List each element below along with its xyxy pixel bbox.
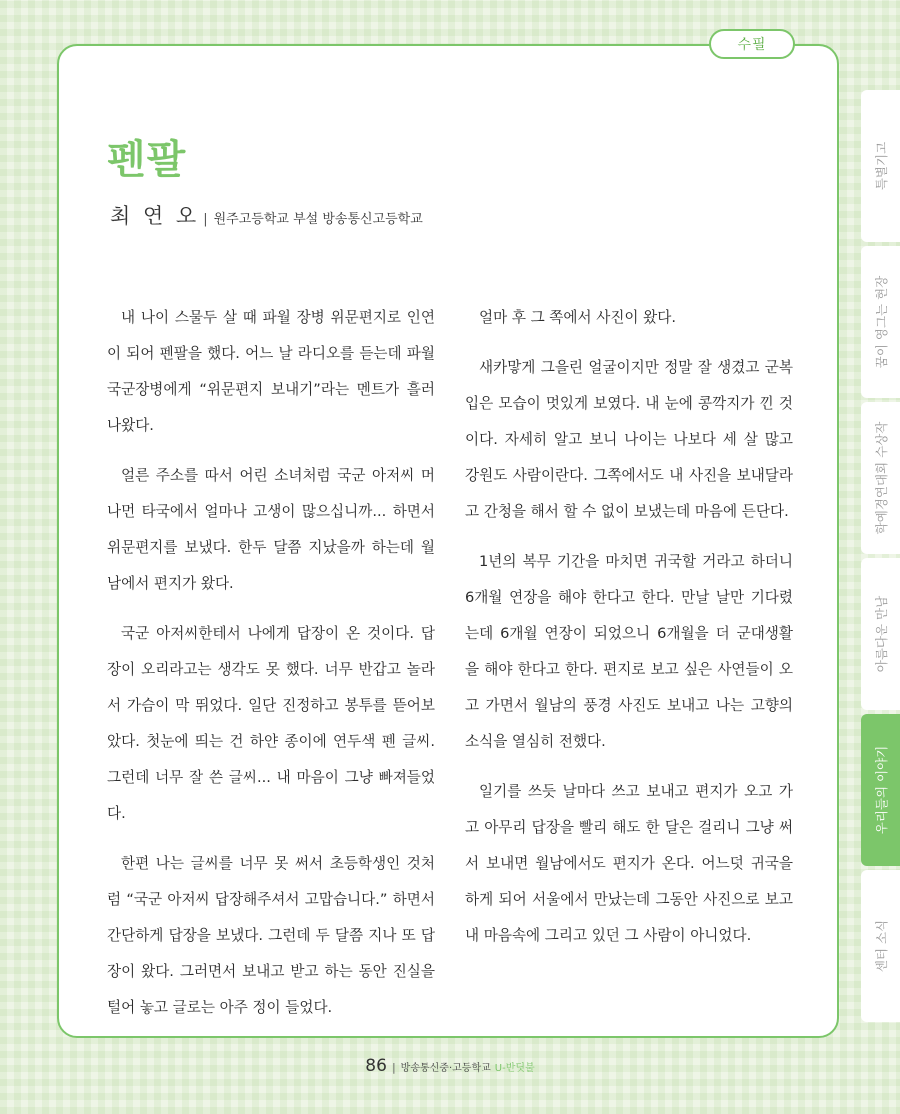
tab-center-news[interactable] — [861, 870, 900, 1022]
paragraph: 국군 아저씨한테서 나에게 답장이 온 것이다. 답장이 오리라고는 생각도 못 했다. 너무 반갑고 놀라서 가슴이 막 뛰었다. 일단 진정하고 봉투를 뜯어보았다. 첫눈에 띄는 건 하얀 종이에 연두색 펜 글씨. 그런데 너무 잘 쓴 글씨... 내 마음이 그냥 빠져들었다. — [107, 625, 435, 822]
author-affiliation: 원주고등학교 부설 방송통신고등학교 — [213, 212, 423, 227]
tab-dream-site[interactable] — [861, 246, 900, 398]
tab-our-stories[interactable] — [861, 714, 900, 866]
paragraph: 한편 나는 글씨를 너무 못 써서 초등학생인 것처럼 “국군 아저씨 답장해주셔서 고맙습니다.” 하면서 간단하게 답장을 보냈다. 그런데 두 달쯤 지나 또 답장이 왔다. 그러면서 보내고 받고 하는 동안 진실을 털어 놓고 글로는 아주 정이 들었다. — [107, 855, 435, 1016]
article-title: 펜팔 — [107, 137, 187, 183]
paragraph: 얼마 후 그 쪽에서 사진이 왔다. — [479, 309, 677, 326]
category-badge: 수필 — [709, 29, 795, 59]
paragraph: 얼른 주소를 따서 어린 소녀처럼 국군 아저씨 머나먼 타국에서 얼마나 고생이 많으십니까... 하면서 위문편지를 보냈다. 한두 달쯤 지났을까 하는데 월남에서 편지가 왔다. — [107, 467, 435, 592]
tab-label: 꿈이 영그는 현장 — [873, 275, 889, 369]
tab-label: 아름다운 만남 — [873, 595, 889, 673]
left-column — [107, 300, 435, 1040]
paragraph: 내 나이 스물두 살 때 파월 장병 위문편지로 인연이 되어 펜팔을 했다. 어느 날 라디오를 듣는데 파월 국군장병에게 “위문편지 보내기”라는 멘트가 흘러나왔다. — [107, 309, 435, 434]
brand-name: U-반딧불 — [494, 1063, 535, 1074]
tab-special-contribution[interactable] — [861, 90, 900, 242]
tab-beautiful-encounter[interactable] — [861, 558, 900, 710]
paragraph: 일기를 쓰듯 날마다 쓰고 보내고 편지가 오고 가고 아무리 답장을 빨리 해도 한 달은 걸리니 그냥 써서 보내면 월남에서도 편지가 온다. 어느덧 귀국을 하게 되어 서울에서 만났는데 그동안 사진으로 보고 내 마음속에 그리고 있던 그 사람이 아니었다. — [465, 783, 793, 944]
publisher-name: 방송통신중·고등학교 — [400, 1063, 491, 1074]
section-tabs — [861, 90, 900, 1022]
byline — [110, 200, 423, 230]
footer-separator: | — [391, 1061, 396, 1074]
page-number: 86 — [365, 1056, 387, 1076]
tab-label: 특별기고 — [873, 141, 889, 191]
tab-label: 센터 소식 — [873, 919, 889, 973]
byline-separator: | — [203, 212, 208, 227]
tab-contest-winners[interactable] — [861, 402, 900, 554]
tab-label: 학예경연대회 수상작 — [873, 421, 889, 535]
right-column — [465, 300, 793, 968]
page-footer — [0, 1056, 900, 1076]
tab-label: 우리들의 이야기 — [873, 745, 889, 835]
author-name: 최 연 오 — [110, 204, 200, 228]
paragraph: 1년의 복무 기간을 마치면 귀국할 거라고 하더니 6개월 연장을 해야 한다고 한다. 만날 날만 기다렸는데 6개월 연장이 되었으니 6개월을 더 군대생활을 해야 한다고 한다. 편지로 보고 싶은 사연들이 오고 가면서 월남의 풍경 사진도 보내고 나는 고향의 소식을 열심히 전했다. — [465, 553, 793, 750]
paragraph: 새카맣게 그을린 얼굴이지만 정말 잘 생겼고 군복 입은 모습이 멋있게 보였다. 내 눈에 콩깍지가 낀 것이다. 자세히 알고 보니 나이는 나보다 세 살 많고 강원도 사람이란다. 그쪽에서도 내 사진을 보내달라고 간청을 해서 할 수 없이 보냈는데 마음에 든단다. — [465, 359, 793, 520]
